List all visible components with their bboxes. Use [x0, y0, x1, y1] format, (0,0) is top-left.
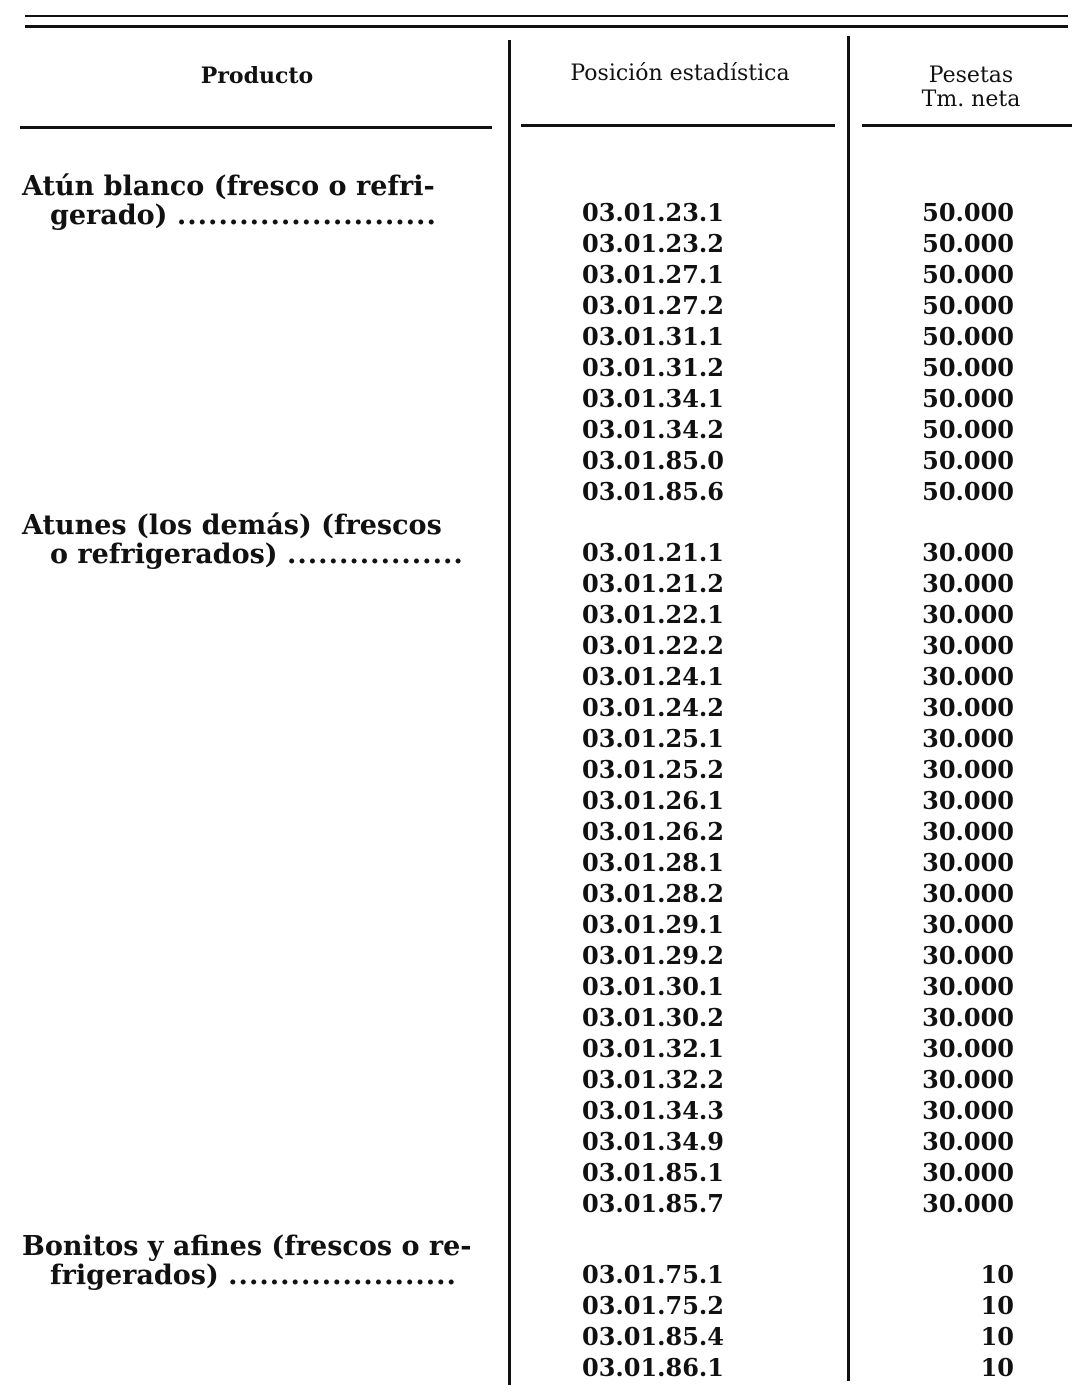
position-code: 03.01.34.2	[582, 415, 724, 444]
position-code: 03.01.24.2	[582, 693, 724, 722]
header-pesetas-line2: Tm. neta	[921, 87, 1021, 112]
position-code: 03.01.30.2	[582, 1003, 724, 1032]
position-code: 03.01.86.1	[582, 1353, 724, 1382]
position-code: 03.01.29.1	[582, 910, 724, 939]
header-underline-posicion	[521, 124, 835, 127]
price-value: 50.000	[922, 384, 1014, 413]
position-code: 03.01.85.7	[582, 1189, 724, 1218]
position-code: 03.01.85.6	[582, 477, 724, 506]
position-code: 03.01.32.1	[582, 1034, 724, 1063]
price-value: 50.000	[922, 260, 1014, 289]
price-value: 50.000	[922, 291, 1014, 320]
price-value: 30.000	[922, 972, 1014, 1001]
dot-leader: .........................	[176, 200, 437, 231]
header-pesetas-line1: Pesetas	[928, 63, 1014, 88]
product-name-line2: frigerados)	[50, 1260, 219, 1291]
price-value: 10	[980, 1353, 1014, 1382]
position-code: 03.01.26.2	[582, 817, 724, 846]
position-code: 03.01.27.2	[582, 291, 724, 320]
position-code: 03.01.21.2	[582, 569, 724, 598]
position-code: 03.01.29.2	[582, 941, 724, 970]
price-value: 50.000	[922, 322, 1014, 351]
position-code: 03.01.22.2	[582, 631, 724, 660]
price-value: 50.000	[922, 446, 1014, 475]
price-value: 50.000	[922, 415, 1014, 444]
top-rule	[25, 15, 1068, 17]
position-code: 03.01.28.1	[582, 848, 724, 877]
position-code: 03.01.23.2	[582, 229, 724, 258]
product-group-0	[22, 172, 492, 230]
dot-leader: .................	[286, 539, 464, 570]
price-value: 50.000	[922, 477, 1014, 506]
position-code: 03.01.31.2	[582, 353, 724, 382]
position-code: 03.01.85.0	[582, 446, 724, 475]
position-code: 03.01.23.1	[582, 198, 724, 227]
price-value: 30.000	[922, 1189, 1014, 1218]
price-value: 50.000	[922, 229, 1014, 258]
position-code: 03.01.34.3	[582, 1096, 724, 1125]
price-value: 10	[980, 1260, 1014, 1289]
dot-leader: ......................	[228, 1260, 457, 1291]
price-value: 30.000	[922, 941, 1014, 970]
position-code: 03.01.27.1	[582, 260, 724, 289]
product-name-line2: gerado)	[50, 200, 168, 231]
header-underline-pesetas	[862, 124, 1072, 127]
price-value: 30.000	[922, 538, 1014, 567]
header-pesetas	[862, 64, 1080, 112]
position-code: 03.01.26.1	[582, 786, 724, 815]
product-name-line1: Atún blanco (fresco o refri-	[22, 171, 435, 202]
position-code: 03.01.25.2	[582, 755, 724, 784]
price-value: 30.000	[922, 755, 1014, 784]
position-code: 03.01.85.4	[582, 1322, 724, 1351]
price-value: 30.000	[922, 631, 1014, 660]
position-code: 03.01.85.1	[582, 1158, 724, 1187]
product-name-line2: o refrigerados)	[50, 539, 278, 570]
price-value: 30.000	[922, 817, 1014, 846]
price-value: 30.000	[922, 1127, 1014, 1156]
position-code: 03.01.21.1	[582, 538, 724, 567]
price-value: 30.000	[922, 1158, 1014, 1187]
position-code: 03.01.30.1	[582, 972, 724, 1001]
product-name-line1: Atunes (los demás) (frescos	[22, 510, 442, 541]
price-value: 30.000	[922, 569, 1014, 598]
price-value: 30.000	[922, 1034, 1014, 1063]
position-code: 03.01.75.1	[582, 1260, 724, 1289]
price-value: 30.000	[922, 1003, 1014, 1032]
price-value: 30.000	[922, 1065, 1014, 1094]
header-underline-producto	[20, 126, 492, 129]
position-code: 03.01.34.1	[582, 384, 724, 413]
position-code: 03.01.31.1	[582, 322, 724, 351]
position-code: 03.01.22.1	[582, 600, 724, 629]
header-posicion: Posición estadística	[570, 61, 790, 86]
price-value: 50.000	[922, 198, 1014, 227]
column-divider-1	[508, 40, 511, 1385]
price-value: 30.000	[922, 662, 1014, 691]
position-code: 03.01.34.9	[582, 1127, 724, 1156]
price-value: 30.000	[922, 1096, 1014, 1125]
price-value: 30.000	[922, 879, 1014, 908]
position-code: 03.01.75.2	[582, 1291, 724, 1320]
product-group-1	[22, 511, 492, 569]
price-value: 30.000	[922, 600, 1014, 629]
price-value: 10	[980, 1291, 1014, 1320]
price-value: 10	[980, 1322, 1014, 1351]
position-code: 03.01.24.1	[582, 662, 724, 691]
price-value: 30.000	[922, 693, 1014, 722]
price-value: 30.000	[922, 786, 1014, 815]
product-group-2	[22, 1232, 492, 1290]
price-value: 50.000	[922, 353, 1014, 382]
header-producto: Producto	[200, 63, 314, 89]
product-name-line1: Bonitos y afines (frescos o re-	[22, 1231, 472, 1262]
price-value: 30.000	[922, 724, 1014, 753]
position-code: 03.01.25.1	[582, 724, 724, 753]
column-divider-2	[847, 36, 850, 1381]
price-value: 30.000	[922, 910, 1014, 939]
top-rule-thick	[25, 25, 1068, 28]
position-code: 03.01.28.2	[582, 879, 724, 908]
position-code: 03.01.32.2	[582, 1065, 724, 1094]
price-value: 30.000	[922, 848, 1014, 877]
